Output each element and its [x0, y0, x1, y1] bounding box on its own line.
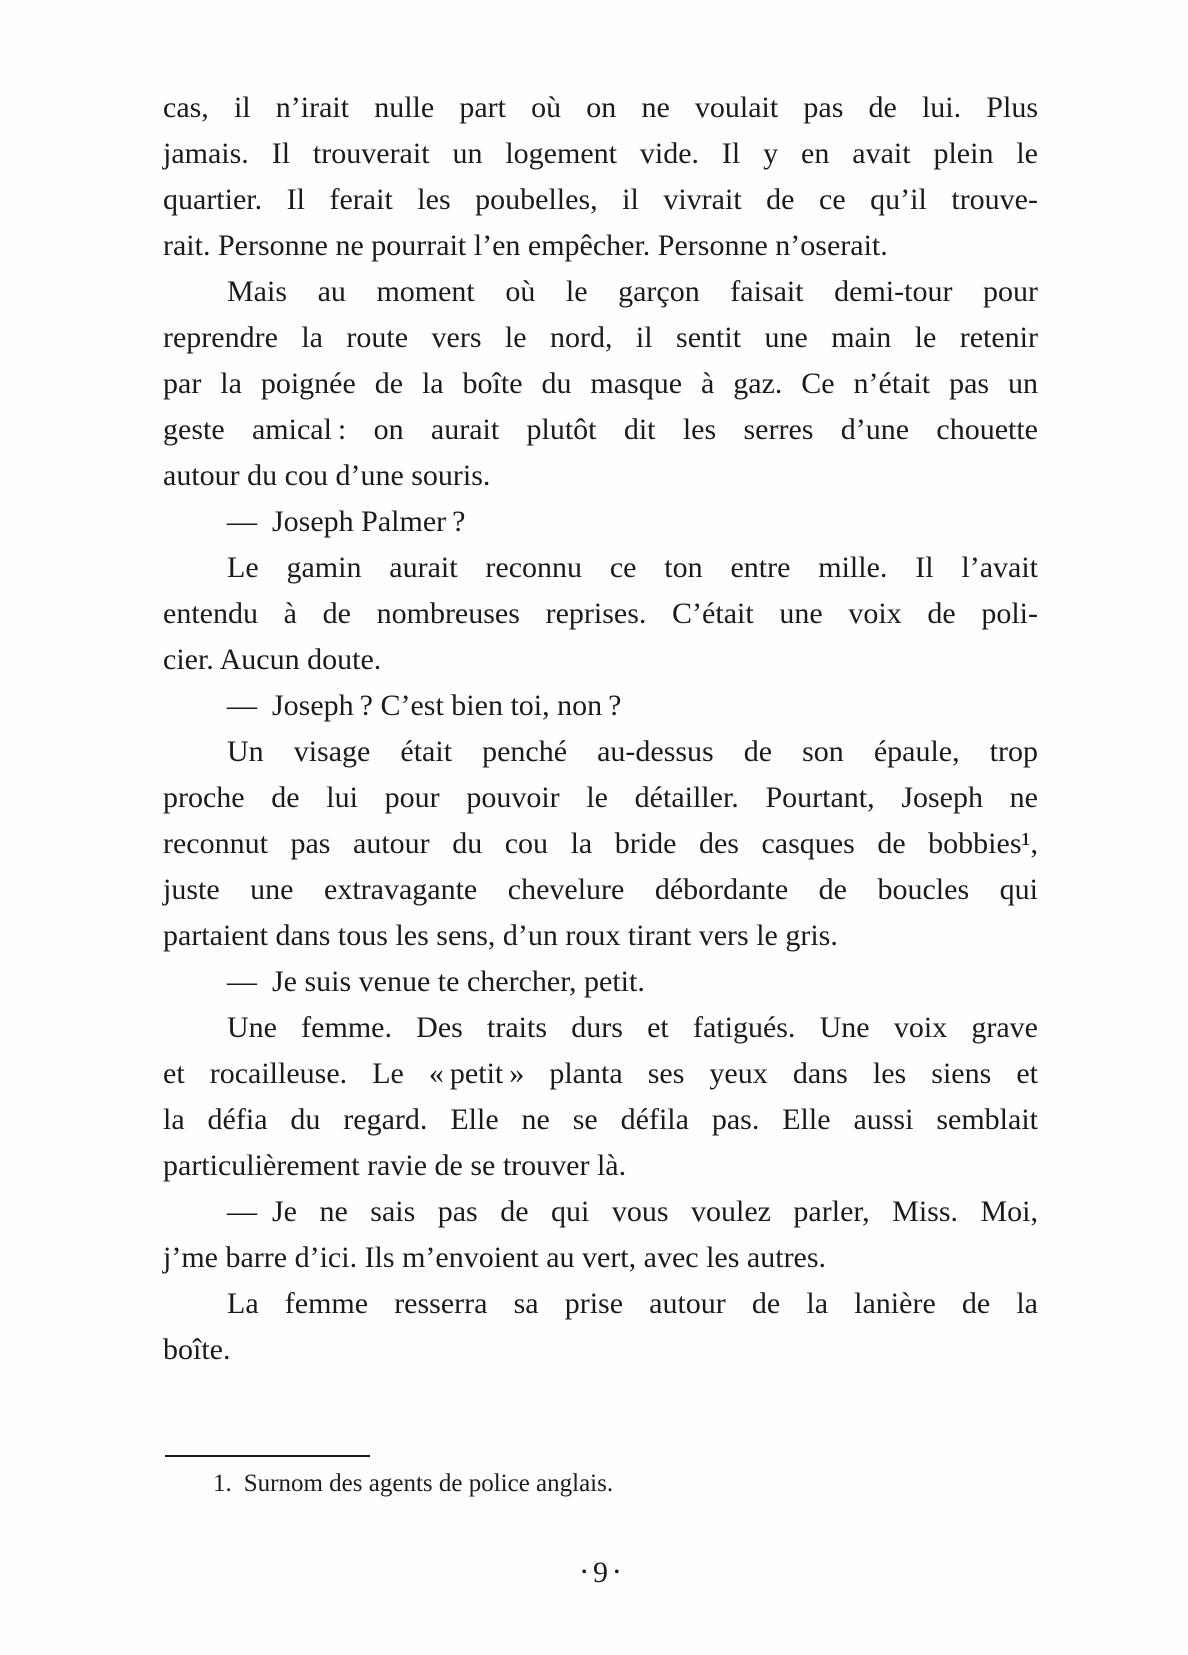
paragraph: [163, 729, 1038, 959]
text-line: La femme resserra sa prise autour de la lanière de la: [227, 1287, 1038, 1320]
text-line: geste amical : on aurait plutôt dit les serres d’une chouette: [163, 413, 1038, 446]
paragraph: [163, 1189, 1038, 1281]
paragraph: [163, 1005, 1038, 1189]
text-line: particulièrement ravie de se trouver là.: [163, 1149, 627, 1182]
text-line: par la poignée de la boîte du masque à gaz. Ce n’était pas un: [163, 367, 1038, 400]
paragraph: [163, 545, 1038, 683]
text-line: — Joseph Palmer ?: [227, 505, 466, 538]
text-line: autour du cou d’une souris.: [163, 459, 491, 492]
text-line: proche de lui pour pouvoir le détailler. Pourtant, Joseph ne: [163, 781, 1038, 814]
text-line: reconnut pas autour du cou la bride des casques de bobbies¹,: [163, 827, 1038, 860]
footnote-separator: [165, 1455, 370, 1457]
text-line: la défia du regard. Elle ne se défila pas. Elle aussi semblait: [163, 1103, 1038, 1136]
text-line: j’me barre d’ici. Ils m’envoient au vert, avec les autres.: [163, 1241, 827, 1274]
footnote-number: 1.: [213, 1470, 232, 1497]
footnote-text: Surnom des agents de police anglais.: [243, 1470, 614, 1497]
text-line: entendu à de nombreuses reprises. C’était une voix de poli-: [163, 597, 1038, 630]
text-line: et rocailleuse. Le « petit » planta ses yeux dans les siens et: [163, 1057, 1038, 1090]
paragraph: [163, 683, 1038, 729]
paragraph: [163, 1281, 1038, 1373]
footnote: [163, 1468, 1038, 1500]
paragraph: [163, 499, 1038, 545]
text-line: jamais. Il trouverait un logement vide. Il y en avait plein le: [163, 137, 1038, 170]
folio-number: 9: [593, 1556, 608, 1589]
text-line: — Je ne sais pas de qui vous voulez parler, Miss. Moi,: [227, 1195, 1038, 1228]
text-line: Une femme. Des traits durs et fatigués. Une voix grave: [227, 1011, 1038, 1044]
text-line: Mais au moment où le garçon faisait demi-tour pour: [227, 275, 1038, 308]
text-line: Le gamin aurait reconnu ce ton entre mille. Il l’avait: [227, 551, 1038, 584]
paragraph: [163, 85, 1038, 269]
text-line: rait. Personne ne pourrait l’en empêcher. Personne n’oserait.: [163, 229, 888, 262]
text-line: quartier. Il ferait les poubelles, il vivrait de ce qu’il trouve-: [163, 183, 1038, 216]
text-line: boîte.: [163, 1333, 231, 1366]
text-line: reprendre la route vers le nord, il sentit une main le retenir: [163, 321, 1038, 354]
folio-ornament-left: •: [581, 1564, 587, 1581]
text-line: partaient dans tous les sens, d’un roux tirant vers le gris.: [163, 919, 838, 952]
text-line: — Joseph ? C’est bien toi, non ?: [227, 689, 622, 722]
text-line: juste une extravagante chevelure débordante de boucles qui: [163, 873, 1038, 906]
body-text: [163, 85, 1038, 1373]
text-line: cas, il n’irait nulle part où on ne voulait pas de lui. Plus: [163, 91, 1038, 124]
paragraph: [163, 959, 1038, 1005]
page-number: [163, 1556, 1038, 1590]
text-line: cier. Aucun doute.: [163, 643, 382, 676]
folio-ornament-right: •: [614, 1564, 620, 1581]
text-line: Un visage était penché au-dessus de son épaule, trop: [227, 735, 1038, 768]
text-line: — Je suis venue te chercher, petit.: [227, 965, 645, 998]
paragraph: [163, 269, 1038, 499]
